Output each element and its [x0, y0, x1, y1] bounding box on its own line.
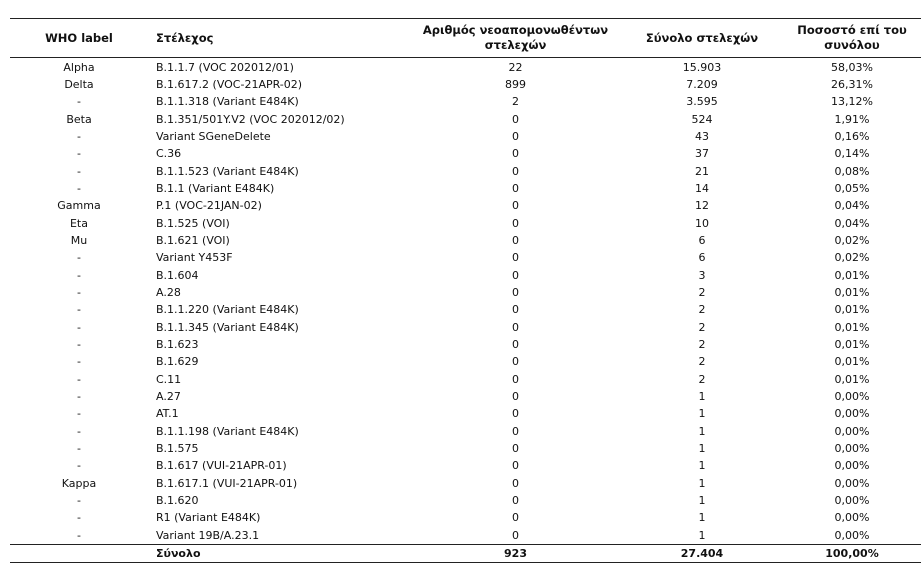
new-isolates-cell: 0: [512, 338, 519, 352]
strain-cell: B.1.1.220 (Variant E484K): [156, 303, 299, 317]
percent-cell: 58,03%: [831, 61, 873, 74]
strain-cell: A.28: [156, 286, 181, 300]
new-isolates-cell: 0: [512, 390, 519, 404]
new-isolates-cell: 0: [512, 494, 519, 508]
who-label-cell: -: [77, 407, 81, 421]
total-strains-cell: 12: [695, 199, 709, 213]
strain-cell: B.1.617.2 (VOC-21APR-02): [156, 78, 303, 92]
table-footer: [10, 544, 921, 562]
table-row: [10, 93, 921, 110]
strain-cell: Variant 19B/A.23.1: [156, 528, 260, 542]
strain-cell: B.1.1.523 (Variant E484K): [156, 164, 299, 178]
new-isolates-cell: 0: [512, 164, 519, 178]
total-strains-cell: 1: [698, 442, 706, 456]
table-row: [10, 249, 921, 266]
who-label-cell: -: [77, 130, 81, 144]
strain-cell: B.1.1.345 (Variant E484K): [156, 320, 299, 334]
total-strains-cell: 1: [698, 424, 706, 438]
total-strains-cell: 6: [698, 251, 706, 265]
new-isolates-cell: 0: [512, 303, 519, 317]
strain-cell: A.27: [156, 390, 181, 404]
strain-cell: Variant SGeneDelete: [156, 130, 271, 144]
who-label-cell: -: [77, 442, 81, 456]
strain-cell: B.1.617.1 (VUI-21APR-01): [156, 476, 298, 490]
new-isolates-cell: 899: [505, 78, 526, 92]
strain-cell: C.11: [156, 372, 182, 386]
strain-cell: B.1.604: [156, 268, 199, 282]
percent-cell: 0,01%: [834, 320, 870, 334]
total-strains-cell: 2: [698, 286, 706, 300]
new-isolates-cell: 0: [512, 268, 519, 282]
who-label-cell: Delta: [64, 78, 94, 92]
percent-cell: 0,00%: [834, 494, 870, 508]
new-isolates-cell: 0: [512, 216, 519, 230]
who-label-cell: -: [77, 251, 81, 265]
total-strains-cell: 1: [698, 459, 706, 473]
who-label-cell: -: [77, 424, 81, 438]
percent-cell: 0,01%: [834, 372, 870, 386]
percent-cell: 0,01%: [834, 303, 870, 317]
table-row: [10, 388, 921, 405]
percent-cell: 0,00%: [834, 424, 870, 438]
percent-cell: 0,00%: [834, 442, 870, 456]
who-label-cell: -: [77, 528, 81, 542]
who-label-cell: -: [77, 338, 81, 352]
table-row: [10, 440, 921, 457]
new-isolates-cell: 0: [512, 372, 519, 386]
percent-cell: 0,00%: [834, 511, 870, 525]
total-strains-cell: 1: [698, 476, 706, 490]
total-strains-cell: 2: [698, 303, 706, 317]
new-isolates-cell: 0: [512, 424, 519, 438]
who-label-cell: -: [77, 303, 81, 317]
table-body: [10, 58, 921, 545]
who-label-cell: -: [77, 494, 81, 508]
table-row: [10, 492, 921, 509]
percent-cell: 26,31%: [831, 78, 873, 92]
table-row: [10, 353, 921, 370]
percent-cell: 0,02%: [834, 251, 870, 265]
table-row: [10, 284, 921, 301]
percent-cell: 0,02%: [834, 234, 870, 248]
total-strains-cell: 1: [698, 494, 706, 508]
table-row: [10, 267, 921, 284]
table-row: [10, 475, 921, 492]
table-header: [10, 19, 921, 58]
table-row: [10, 336, 921, 353]
table-row: [10, 111, 921, 128]
new-isolates-cell: 0: [512, 182, 519, 196]
new-isolates-cell: 0: [512, 234, 519, 248]
who-label-cell: -: [77, 320, 81, 334]
percent-cell: 0,04%: [834, 199, 870, 213]
header-strain: Στέλεχος: [148, 19, 410, 58]
strain-cell: B.1.575: [156, 442, 199, 456]
total-strains-cell: 1: [698, 528, 706, 542]
percent-cell: 0,01%: [834, 338, 870, 352]
new-isolates-cell: 0: [512, 407, 519, 421]
strain-cell: C.36: [156, 147, 182, 161]
strain-cell: Variant Y453F: [156, 251, 233, 265]
table-row: [10, 509, 921, 526]
percent-cell: 0,01%: [834, 268, 870, 282]
total-strains-cell: 10: [695, 216, 709, 230]
strain-cell: B.1.1.318 (Variant E484K): [156, 95, 299, 109]
total-strains-cell: 37: [695, 147, 709, 161]
total-strains-cell: 3: [698, 268, 706, 282]
strain-cell: AT.1: [156, 407, 179, 421]
who-label-cell: -: [77, 390, 81, 404]
who-label-cell: -: [77, 372, 81, 386]
who-label-cell: -: [77, 95, 81, 109]
who-label-cell: -: [77, 147, 81, 161]
header-new-isolates: Αριθμός νεοαπομονωθέντων στελεχών: [410, 19, 621, 58]
strain-cell: B.1.1 (Variant E484K): [156, 182, 275, 196]
percent-cell: 0,00%: [834, 407, 870, 421]
new-isolates-cell: 0: [512, 355, 519, 369]
who-label-cell: -: [77, 459, 81, 473]
who-label-cell: -: [77, 355, 81, 369]
table-row: [10, 371, 921, 388]
percent-cell: 0,00%: [834, 476, 870, 490]
strain-cell: P.1 (VOC-21JAN-02): [156, 199, 262, 213]
strain-cell: R1 (Variant E484K): [156, 511, 261, 525]
who-label-cell: Kappa: [61, 476, 97, 490]
totals-label: Σύνολο: [148, 544, 410, 562]
strain-cell: B.1.623: [156, 338, 199, 352]
new-isolates-cell: 0: [512, 251, 519, 265]
total-strains-cell: 2: [698, 355, 706, 369]
percent-cell: 0,08%: [834, 164, 870, 178]
who-label-cell: -: [77, 511, 81, 525]
new-isolates-cell: 0: [512, 320, 519, 334]
new-isolates-cell: 0: [512, 442, 519, 456]
total-strains-cell: 2: [698, 320, 706, 334]
header-percent-total: Ποσοστό επί του συνόλου: [783, 19, 921, 58]
totals-total: 27.404: [621, 544, 783, 562]
percent-cell: 0,04%: [834, 216, 870, 230]
percent-cell: 0,16%: [834, 130, 870, 144]
total-strains-cell: 1: [698, 407, 706, 421]
percent-cell: 1,91%: [834, 112, 870, 126]
totals-who-cell: [10, 544, 148, 562]
strain-cell: B.1.1.198 (Variant E484K): [156, 424, 299, 438]
new-isolates-cell: 0: [512, 286, 519, 300]
who-label-cell: -: [77, 182, 81, 196]
variants-table: [10, 18, 921, 563]
table-row: [10, 232, 921, 249]
percent-cell: 0,14%: [834, 147, 870, 161]
total-strains-cell: 6: [698, 234, 706, 248]
table-row: [10, 319, 921, 336]
strain-cell: B.1.1.7 (VOC 202012/01): [156, 61, 294, 74]
who-label-cell: Mu: [70, 234, 88, 248]
total-strains-cell: 2: [698, 338, 706, 352]
table-row: [10, 457, 921, 474]
who-label-cell: Eta: [69, 216, 88, 230]
new-isolates-cell: 22: [508, 61, 523, 74]
new-isolates-cell: 0: [512, 511, 519, 525]
table-row: [10, 301, 921, 318]
totals-pct: 100,00%: [783, 544, 921, 562]
percent-cell: 0,00%: [834, 390, 870, 404]
total-strains-cell: 524: [691, 112, 713, 126]
totals-row: [10, 544, 921, 562]
header-row: [10, 19, 921, 58]
table-row: [10, 180, 921, 197]
header-who-label: WHO label: [10, 19, 148, 58]
new-isolates-cell: 0: [512, 199, 519, 213]
strain-cell: B.1.617 (VUI-21APR-01): [156, 459, 287, 473]
new-isolates-cell: 0: [512, 130, 519, 144]
percent-cell: 0,00%: [834, 459, 870, 473]
total-strains-cell: 2: [698, 372, 706, 386]
percent-cell: 13,12%: [831, 95, 873, 109]
total-strains-cell: 14: [695, 182, 709, 196]
table-row: [10, 163, 921, 180]
totals-new: 923: [410, 544, 621, 562]
table-row: [10, 215, 921, 232]
who-label-cell: Beta: [66, 112, 92, 126]
strain-cell: B.1.621 (VOI): [156, 234, 230, 248]
who-label-cell: Alpha: [63, 61, 95, 74]
new-isolates-cell: 0: [512, 147, 519, 161]
new-isolates-cell: 0: [512, 112, 519, 126]
table-row: [10, 128, 921, 145]
total-strains-cell: 1: [698, 390, 706, 404]
percent-cell: 0,01%: [834, 355, 870, 369]
table-row: [10, 58, 921, 77]
strain-cell: B.1.620: [156, 494, 199, 508]
total-strains-cell: 3.595: [686, 95, 718, 109]
table-row: [10, 197, 921, 214]
new-isolates-cell: 2: [512, 95, 519, 109]
table-row: [10, 76, 921, 93]
total-strains-cell: 1: [698, 511, 706, 525]
strain-cell: B.1.525 (VOI): [156, 216, 230, 230]
percent-cell: 0,01%: [834, 286, 870, 300]
total-strains-cell: 15.903: [682, 61, 722, 74]
new-isolates-cell: 0: [512, 528, 519, 542]
strain-cell: B.1.629: [156, 355, 199, 369]
who-label-cell: -: [77, 268, 81, 282]
total-strains-cell: 7.209: [686, 78, 718, 92]
total-strains-cell: 21: [695, 164, 709, 178]
who-label-cell: -: [77, 286, 81, 300]
table-row: [10, 405, 921, 422]
total-strains-cell: 43: [695, 130, 709, 144]
header-total-strains: Σύνολο στελεχών: [621, 19, 783, 58]
new-isolates-cell: 0: [512, 459, 519, 473]
percent-cell: 0,00%: [834, 528, 870, 542]
who-label-cell: Gamma: [57, 199, 101, 213]
table-row: [10, 423, 921, 440]
strain-cell: B.1.351/501Y.V2 (VOC 202012/02): [156, 112, 345, 126]
table-row: [10, 527, 921, 545]
new-isolates-cell: 0: [512, 476, 519, 490]
table-row: [10, 145, 921, 162]
percent-cell: 0,05%: [834, 182, 870, 196]
who-label-cell: -: [77, 164, 81, 178]
